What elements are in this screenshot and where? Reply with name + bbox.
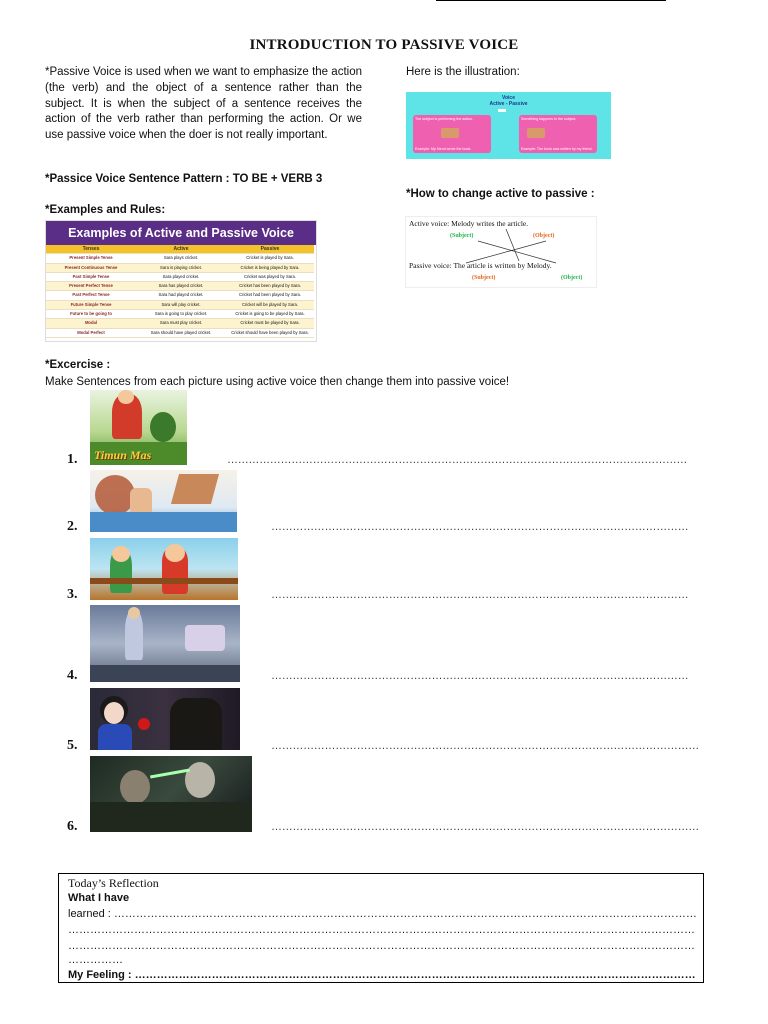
voice-illustration (406, 92, 611, 159)
page-title: INTRODUCTION TO PASSIVE VOICE (249, 37, 519, 53)
table-cell: Sara has played cricket. (136, 282, 226, 291)
reflection-line-2[interactable]: ……………………………………………………………………………………………………………………………………………………… (68, 924, 695, 936)
answer-line-4[interactable]: ……………………………………………………………………………………………………… (271, 670, 689, 682)
table-cell: Cricket will be played by Sara. (226, 301, 314, 310)
answer-line-3[interactable]: ……………………………………………………………………………………………………… (271, 589, 689, 601)
howto-label: *How to change active to passive : (406, 188, 595, 200)
table-cell: Sara is playing cricket. (136, 264, 226, 273)
picture-5 (90, 688, 240, 750)
table-cell: Present Simple Tense (46, 254, 136, 263)
illustration-label: Here is the illustration: (406, 66, 520, 78)
table-header-cell: Tenses (46, 245, 136, 254)
table-cell: Sara is going to play cricket. (136, 310, 226, 319)
table-cell: Modal Perfect (46, 329, 136, 338)
table-cell: Sara should have played cricket. (136, 329, 226, 338)
picture-3 (90, 538, 238, 600)
table-cell: Cricket must be played by Sara. (226, 319, 314, 328)
passive-sentence: Passive voice: The article is written by Melody. (409, 261, 552, 270)
reflection-box (58, 873, 704, 983)
arrow-icon (498, 109, 506, 112)
item-number-1: 1. (67, 452, 78, 467)
item-number-2: 2. (67, 519, 78, 534)
book-icon (441, 128, 459, 138)
passive-box (519, 115, 597, 153)
exercise-instruction: Make Sentences from each picture using active voice then change them into passive voice! (45, 376, 510, 388)
table-cell: Sara had played cricket. (136, 291, 226, 300)
picture-1 (90, 390, 187, 465)
table-cell: Cricket was played by Sara. (226, 273, 314, 282)
table-cell: Past Perfect Tense (46, 291, 136, 300)
active-passive-diagram (405, 216, 597, 288)
picture-2 (90, 470, 237, 532)
active-object-label: (Object) (533, 233, 555, 239)
table-header-cell: Active (136, 245, 226, 254)
table-cell: Cricket is going to be played by Sara. (226, 310, 314, 319)
table-cell: Modal (46, 319, 136, 328)
examples-label: *Examples and Rules: (45, 204, 166, 216)
examples-table-image (45, 220, 317, 342)
item-number-4: 4. (67, 668, 78, 683)
answer-line-2[interactable]: ……………………………………………………………………………………………………… (271, 521, 689, 533)
active-caption: The subject is performing the action. (415, 117, 473, 121)
active-subject-label: (Subject) (450, 233, 474, 239)
table-cell: Sara played cricket. (136, 273, 226, 282)
item-number-5: 5. (67, 738, 78, 753)
passive-caption: Something happens to the subject. (521, 117, 577, 121)
table-cell: Cricket is being played by Sara. (226, 264, 314, 273)
table-heading: Examples of Active and Passive Voice (46, 221, 316, 245)
reflection-feeling-line[interactable]: My Feeling : ……………………………………………………………………………………………………………………………………… (68, 969, 696, 981)
picture-4 (90, 605, 240, 682)
pattern-text: *Passice Voice Sentence Pattern : TO BE + VERB 3 (45, 173, 323, 185)
exercise-label: *Excercise : (45, 359, 111, 371)
table-cell: Cricket has been played by Sara. (226, 282, 314, 291)
reflection-line-3[interactable]: ……………………………………………………………………………………………………………………………………………………… (68, 940, 695, 952)
picture-6 (90, 756, 252, 832)
answer-line-6[interactable]: ………………………………………………………………………………………………………… (271, 821, 700, 833)
reflection-learned-label: What I have (68, 892, 130, 904)
passive-object-label: (Object) (561, 275, 583, 281)
voice-illustration-title (406, 95, 611, 107)
active-sentence: Active voice: Melody writes the article. (409, 219, 529, 228)
table-cell: Past Simple Tense (46, 273, 136, 282)
passive-subject-label: (Subject) (472, 275, 496, 281)
item-number-6: 6. (67, 819, 78, 834)
reflection-line-4[interactable]: …………… (68, 954, 123, 966)
table-header-cell: Passive (226, 245, 314, 254)
intro-paragraph: *Passive Voice is used when we want to emphasize the action (the verb) and the object of a sentence rather than the subject. It is when the subject of a sentence receives the action of the verb rather than performing the action. Or we use passive voice when the doer is not really important. (45, 66, 362, 142)
examples-table (46, 245, 316, 338)
item-number-3: 3. (67, 587, 78, 602)
table-cell: Present Continuous Tense (46, 264, 136, 273)
voice-subtitle: Active - Passive (489, 101, 528, 107)
header-rule (436, 0, 666, 1)
voice-title: Voice (502, 95, 515, 101)
reflection-title: Today’s Reflection (68, 876, 159, 890)
table-cell: Future to be going to (46, 310, 136, 319)
table-cell: Cricket is played by Sara. (226, 254, 314, 263)
active-example: Example: My friend wrote the book. (415, 147, 472, 151)
table-cell: Cricket had been played by Sara. (226, 291, 314, 300)
table-cell: Future Simple Tense (46, 301, 136, 310)
table-cell: Cricket should have been played by Sara. (226, 329, 314, 338)
picture-1-caption: Timun Mas (94, 448, 152, 462)
table-cell: Sara plays cricket. (136, 254, 226, 263)
table-cell: Sara will play cricket. (136, 301, 226, 310)
reflection-learned-line[interactable]: learned : …………………………………………………………………………………………………………………………………………… (68, 908, 697, 920)
passive-example: Example: The book was written by my friend. (521, 147, 593, 151)
answer-line-5[interactable]: ………………………………………………………………………………………………………… (271, 740, 700, 752)
active-box (413, 115, 491, 153)
table-cell: Sara must play cricket. (136, 319, 226, 328)
table-cell: Present Perfect Tense (46, 282, 136, 291)
answer-line-1[interactable]: ………………………………………………………………………………………………………………… (227, 454, 688, 466)
book-icon (527, 128, 545, 138)
